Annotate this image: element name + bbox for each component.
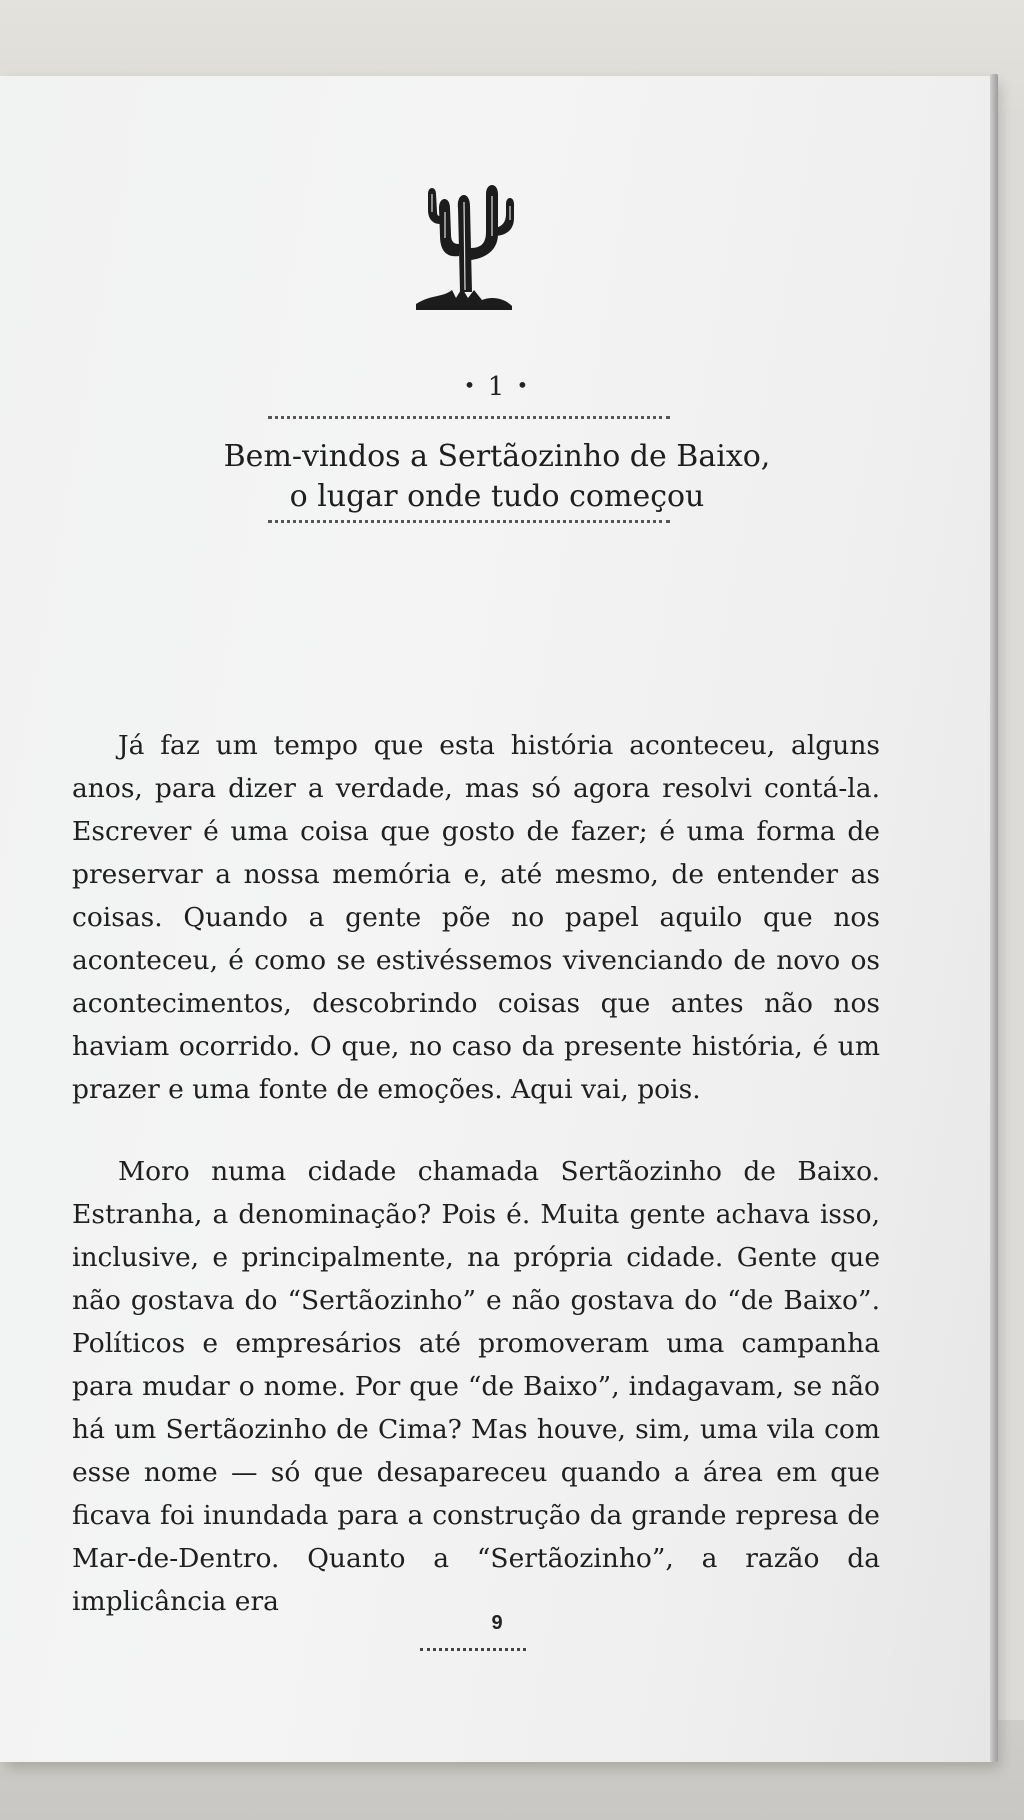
title-rule-bottom — [268, 520, 670, 523]
chapter-number: • 1 • — [463, 372, 531, 402]
chapter-title-line-1: Bem-vindos a Sertãozinho de Baixo, — [223, 439, 771, 474]
body-paragraph-1: Já faz um tempo que esta história aconteceu, alguns anos, para dizer a verdade, mas só agora resolvi contá-la. Escrever é uma coisa que gosto de fazer; é uma forma de preservar a nossa memória e, até mesmo, de entender as coisas. Quando a gente põe no papel aquilo que nos aconteceu, é como se estivéssemos vivenciando de novo os acontecimentos, descobrindo coisas que antes não nos haviam ocorrido. O que, no caso da presente história, é um prazer e uma fonte de emoções. Aqui vai, pois. — [72, 730, 880, 1105]
chapter-title-line-2: o lugar onde tudo começou — [289, 479, 705, 514]
chapter-number-text: 1 — [487, 372, 507, 402]
page-number-rule — [420, 1648, 526, 1651]
page-edge — [990, 74, 998, 1762]
body-paragraph-2: Moro numa cidade chamada Sertãozinho de Baixo. Estranha, a denominação? Pois é. Muita gente achava isso, inclusive, e principalmente, na própria cidade. Gente que não gostava do “Sertãozinho” e não gostava do “de Baixo”. Políticos e empresários até promoveram uma campanha para mudar o nome. Por que “de Baixo”, indagavam, se não há um Sertãozinho de Cima? Mas houve, sim, uma vila com esse nome — só que desapareceu quando a área em que ficava foi inundada para a construção da grande represa de Mar-de-Dentro. Quanto a “Sertãozinho”, a razão da implicância era — [72, 1156, 880, 1617]
page-number: 9 — [491, 1612, 503, 1634]
title-rule-top — [268, 416, 670, 419]
cactus-icon — [412, 172, 516, 320]
